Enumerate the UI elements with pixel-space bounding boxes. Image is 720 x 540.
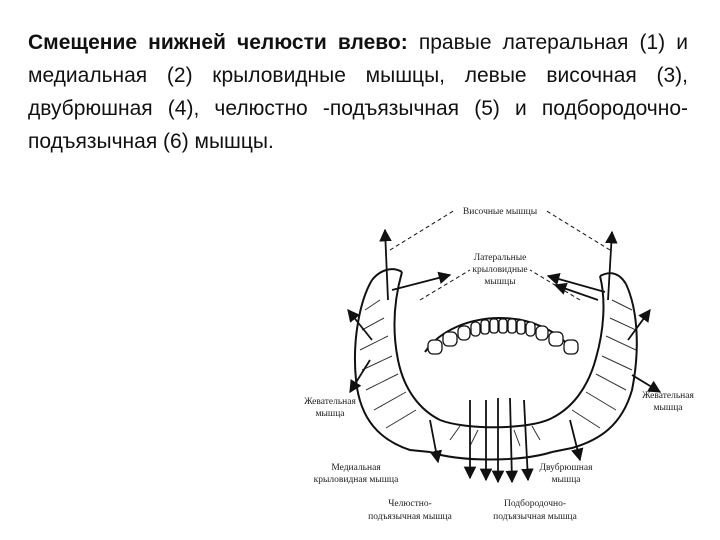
label-masseter-left-2: мышца [315,409,345,419]
label-mylohyoid-1: Челюстно- [388,499,432,509]
label-masseter-left-1: Жевательная [304,397,356,407]
description-body: правые латеральная (1) и медиальная (2) крыловидные мышцы, левые височная (3), двубрюшная (4), челюстно -подъязычная (5) и подбородочно-подъязычная (6) мышцы. [28,31,688,153]
label-lateral-1: Латеральные [473,253,527,263]
label-medial-2: крыловидная мышца [313,475,399,485]
description-heading: Смещение нижней челюсти влево: [28,31,408,54]
label-medial-1: Медиальная [331,463,381,473]
label-digastric-1: Двубрюшная [539,463,593,473]
label-geniohyoid-2: подъязычная мышца [493,512,577,522]
teeth-row [428,319,578,354]
label-temporal: Височные мышцы [462,207,538,217]
label-geniohyoid-1: Подбородочно- [503,499,567,509]
label-lateral-2: крыловидные [472,265,528,275]
label-masseter-right-1: Жевательная [642,391,694,401]
label-masseter-right-2: мышца [653,403,683,413]
label-mylohyoid-2: подъязычная мышца [368,512,452,522]
label-lateral-3: мышцы [484,277,516,287]
mandible-outline [355,269,637,459]
label-digastric-2: мышца [551,475,581,485]
